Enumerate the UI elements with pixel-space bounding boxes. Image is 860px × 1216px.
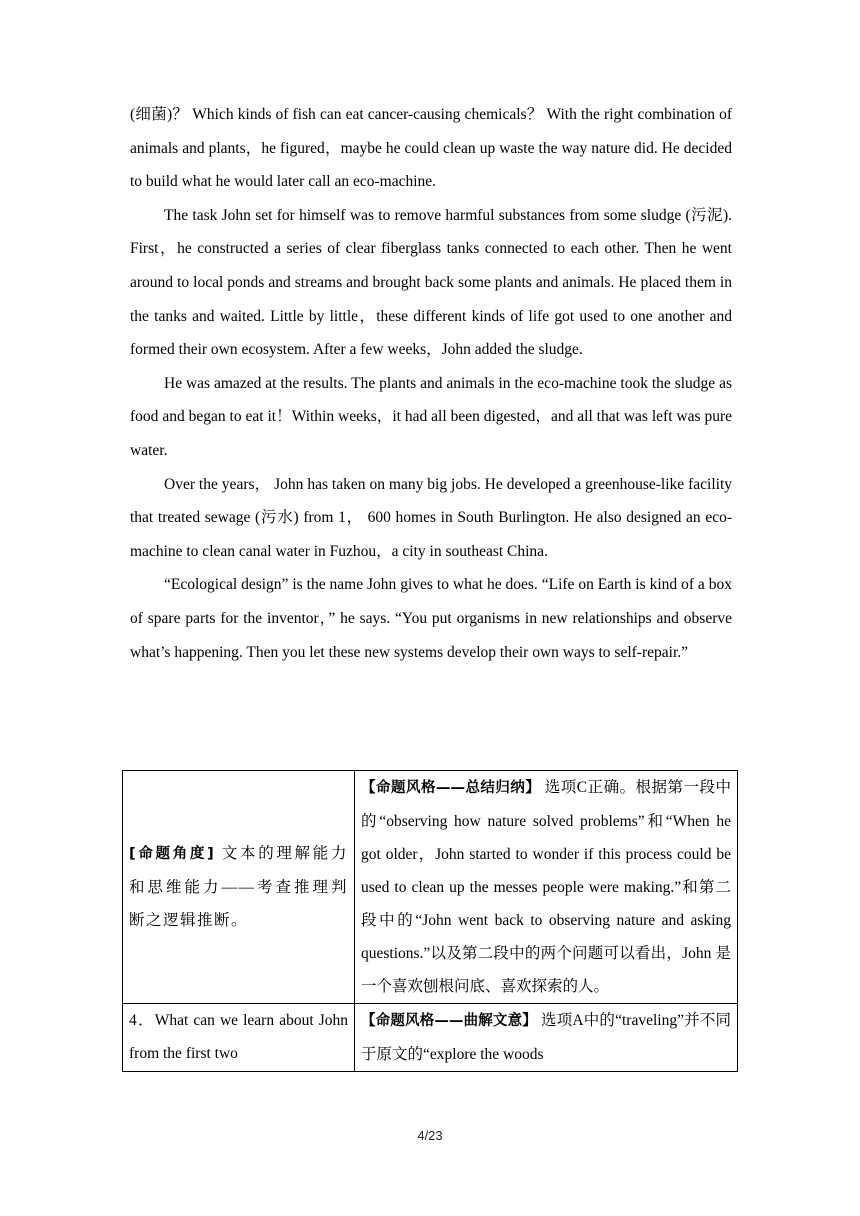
question-angle-cell [123,771,355,1004]
page-number: 4/23 [417,1128,443,1143]
passage-paragraph-5: “Ecological design” is the name John gives to what he does. “Life on Earth is kind of a box of spare parts for the inventor，” he says. “You put organisms in new relationships and observe what’s happening. Then you let these new systems develop their own ways to self-repair.” [130,576,732,661]
distractor-analysis-cell [355,1004,738,1072]
question-cell [123,1004,355,1072]
question-angle-text: 文本的理解能力和思维能力——考查推理判断之逻辑推断。 [129,845,348,929]
question-angle-tag: [命题角度] [129,846,216,862]
distractor-analysis-text: 选项A中的“traveling”并不同于原文的“explore the woods [361,1012,731,1063]
answer-analysis-text: 选项C正确。根据第一段中的“observing how nature solved problems”和“When he got older，John started to wonder if this process could be used to clean up the messes people were making.”和第二段中的“John went back to observing nature and asking questions.”以及第二段中的两个问题可以看出，John 是一个喜欢刨根问底、喜欢探索的人。 [361,779,732,995]
passage-paragraph-3: He was amazed at the results. The plants and animals in the eco-machine took the sludge as food and began to eat it！Within weeks，it had all been digested，and all that was left was pure water. [130,374,732,459]
passage-paragraph-4: Over the years， John has taken on many big jobs. He developed a greenhouse-like facility that treated sewage (污水) from 1， 600 homes in South Burlington. He also designed an eco-machine to clean canal water in Fuzhou，a city in southeast China. [130,475,732,560]
answer-style-tag: 【命题风格——总结归纳】 [361,780,541,796]
distractor-style-tag: 【命题风格——曲解文意】 [361,1013,537,1029]
passage-paragraph-2: The task John set for himself was to remove harmful substances from some sludge (污泥). First，he constructed a series of clear fiberglass tanks connected to each other. Then he went around to local ponds and streams and brought back some plants and animals. He placed them in the tanks and waited. Little by little，these different kinds of life got used to one another and formed their own ecosystem. After a few weeks，John added the sludge. [130,206,732,359]
passage-body [130,98,732,669]
question-text: 4．What can we learn about John from the first two [129,1012,348,1062]
passage-paragraph-1: (细菌)？ Which kinds of fish can eat cancer-causing chemicals？ With the right combination of animals and plants，he figured，maybe he could clean up waste the way nature did. He decided to build what he would later call an eco-machine. [130,106,732,191]
answer-analysis-cell [355,771,738,1004]
table-row [123,1004,738,1072]
table-row [123,771,738,1004]
analysis-table [122,770,738,1072]
